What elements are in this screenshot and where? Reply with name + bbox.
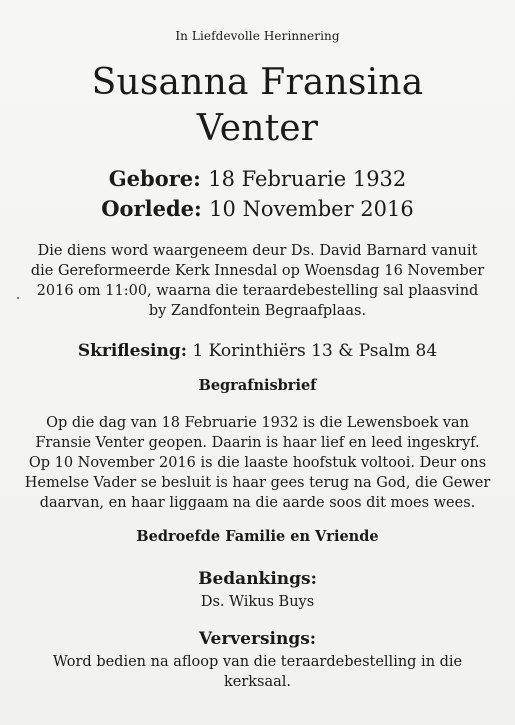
birth-date-value: 18 Februarie 1932 xyxy=(208,167,407,191)
service-line: by Zandfontein Begraafplaas. xyxy=(148,303,367,319)
death-date-line xyxy=(0,196,515,222)
thanks-heading: Bedankings: xyxy=(198,569,317,589)
refreshments-line: kerksaal. xyxy=(223,674,292,690)
letter-line: Op die dag van 18 Februarie 1932 is die Lewensboek van xyxy=(46,415,469,431)
letter-line: Hemelse Vader se besluit is haar gees terug na God, die Gewer xyxy=(24,475,491,491)
refreshments-details xyxy=(0,652,515,692)
birth-date-label: Gebore: xyxy=(108,166,201,191)
service-line: die Gereformeerde Kerk Innesdal op Woensdag 16 November xyxy=(30,263,485,279)
thanks-value: Ds. Wikus Buys xyxy=(200,594,315,610)
funeral-letter-body xyxy=(0,413,515,513)
letter-line: Op 10 November 2016 is die laaste hoofstuk voltooi. Deur ons xyxy=(28,455,487,471)
refreshments-line: Word bedien na afloop van die teraardebestelling in die xyxy=(52,654,463,670)
service-details xyxy=(0,241,515,321)
scripture-label: Skriflesing: xyxy=(77,341,188,361)
refreshments-heading: Verversings: xyxy=(198,629,317,649)
birth-date-line xyxy=(0,166,515,192)
letter-line: daarvan, en haar liggaam na die aarde soos dit moes wees. xyxy=(39,495,476,511)
letter-line: Fransie Venter geopen. Daarin is haar lief en leed ingeskryf. xyxy=(35,435,480,451)
family-signoff: Bedroefde Familie en Vriende xyxy=(136,528,379,545)
deceased-name-line-1: Susanna Fransina xyxy=(91,62,424,103)
scripture-reading xyxy=(0,340,515,362)
funeral-letter-heading: Begrafnisbrief xyxy=(198,377,317,394)
scripture-value: 1 Korinthiërs 13 & Psalm 84 xyxy=(192,341,438,361)
memorial-header: In Liefdevolle Herinnering xyxy=(175,29,340,43)
service-line: 2016 om 11:00, waarna die teraardebestelling sal plaasvind xyxy=(36,283,479,299)
service-line: Die diens word waargeneem deur Ds. David Barnard vanuit xyxy=(37,243,478,259)
paper-speck xyxy=(17,297,19,299)
death-date-value: 10 November 2016 xyxy=(209,197,414,221)
deceased-name-line-2: Venter xyxy=(196,108,319,149)
death-date-label: Oorlede: xyxy=(101,196,202,221)
